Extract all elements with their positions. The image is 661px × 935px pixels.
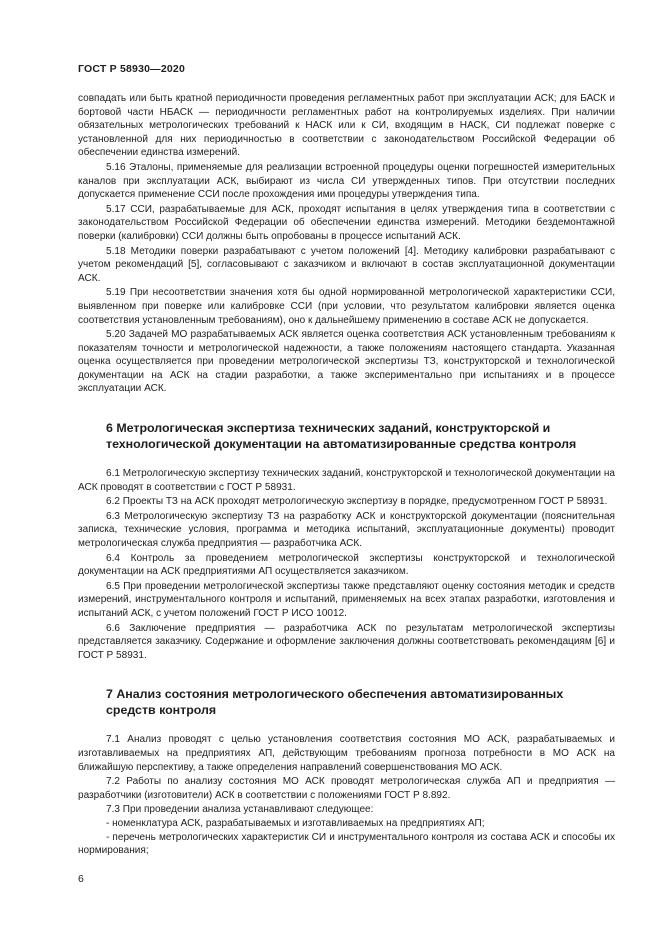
paragraph: 5.16 Эталоны, применяемые для реализации встроенной процедуры оценки погрешностей измерительных каналов при эксплуатации АСК, выбирают из числа СИ утвержденных типов. При отсутствии последних допускается применение ССИ после прохождения ими процедуры утверждения типа. — [78, 161, 615, 201]
section-heading: 7 Анализ состояния метрологического обеспечения автоматизированных средств контроля — [106, 687, 564, 718]
paragraph: 6.3 Метрологическую экспертизу ТЗ на разработку АСК и конструкторской документации (пояснительная записка, технические условия, программа и методика испытаний, эксплуатационные документы) проводит метрологическая служба предприятия — разработчика АСК. — [78, 510, 615, 550]
paragraph: - номенклатура АСК, разрабатываемых и изготавливаемых на предприятиях АП; — [106, 817, 485, 829]
paragraph: 7.1 Анализ проводят с целью установления соответствия состояния МО АСК, разрабатываемых и изготавливаемых на предприятиях АП, действующим требованиям прогноза потребности в МО АСК на ближайшую перспективу, а также определения направлений совершенствования МО АСК. — [78, 734, 615, 773]
paragraph: 7.3 При проведении анализа устанавливают следующее: — [106, 804, 374, 816]
document-header: ГОСТ Р 58930—2020 — [78, 63, 186, 75]
paragraph: 6.1 Метрологическую экспертизу технических заданий, конструкторской и технологической документации на АСК проводят в соответствии с ГОСТ Р 58931. — [78, 468, 615, 493]
page-number: 6 — [78, 873, 84, 885]
paragraph: 5.20 Задачей МО разрабатываемых АСК является оценка соответствия АСК установленным требованиям к показателям точности и метрологической надежности, а также положениям настоящего стандарта. Указанная оценка осуществляется при проведении метрологической экспертизы ТЗ, конструкторской и технологической документации на АСК на стадии разработки, а также экспериментально при испытаниях и в процессе эксплуатации АСК. — [78, 329, 615, 395]
paragraph: - перечень метрологических характеристик СИ и инструментального контроля из состава АСК и способы их нормирования; — [78, 831, 615, 857]
paragraph: 5.17 ССИ, разрабатываемые для АСК, проходят испытания в целях утверждения типа в соответствии с законодательством Российской Федерации об обеспечении единства измерений. Методики бездемонтажной поверки (калибровки) ССИ должны быть опробованы в процессе испытаний АСК. — [78, 203, 615, 242]
page-body — [78, 92, 615, 858]
paragraph: 6.5 При проведении метрологической экспертизы также представляют оценку состояния методик и средств измерений, инструментального контроля и испытаний, применяемых на всех этапах разработки, изготовления и испытаний АСК, с учетом положений ГОСТ Р ИСО 10012. — [78, 580, 615, 619]
paragraph: 6.2 Проекты ТЗ на АСК проходят метрологическую экспертизу в порядке, предусмотренном ГОСТ Р 58931. — [106, 496, 608, 508]
paragraph: 7.2 Работы по анализу состояния МО АСК проводят метрологическая служба АП и предприятия — разработчики (изготовители) АСК в соответствии с положениями ГОСТ Р 8.892. — [78, 776, 615, 801]
paragraph: 6.4 Контроль за проведением метрологической экспертизы конструкторской и технологической документации на АСК предприятиями АП осуществляется заказчиком. — [78, 552, 615, 578]
paragraph: совпадать или быть кратной периодичности проведения регламентных работ при эксплуатации АСК; для БАСК и бортовой части НБАСК — периодичности регламентных работ на контролируемых изделиях. При наличии обязательных метрологических требований к НАСК или к СИ, входящим в НАСК, СИ подлежат поверке с установленной для них периодичностью в соответствии с законодательством Российской Федерации об обеспечении единства измерений. — [78, 93, 615, 159]
paragraph: 6.6 Заключение предприятия — разработчика АСК по результатам метрологической экспертизы представляется заказчику. Содержание и оформление заключения должны соответствовать рекомендациям [6] и ГОСТ Р 58931. — [78, 622, 615, 661]
paragraph: 5.19 При несоответствии значения хотя бы одной нормированной метрологической характеристики ССИ, выявленном при поверке или калибровке ССИ (при условии, что результатом калибровки является оценка соответствия установленным требованиям), оно к дальнейшему применению в составе АСК не допускается. — [78, 287, 615, 326]
section-heading: 6 Метрологическая экспертиза технических заданий, конструкторской и технологической документации на автоматизированные средства контроля — [106, 421, 577, 452]
paragraph: 5.18 Методики поверки разрабатывают с учетом положений [4]. Методику калибровки разрабатывают с учетом рекомендаций [5], согласовывают с заказчиком и включают в состав эксплуатационной документации АСК. — [78, 245, 615, 284]
